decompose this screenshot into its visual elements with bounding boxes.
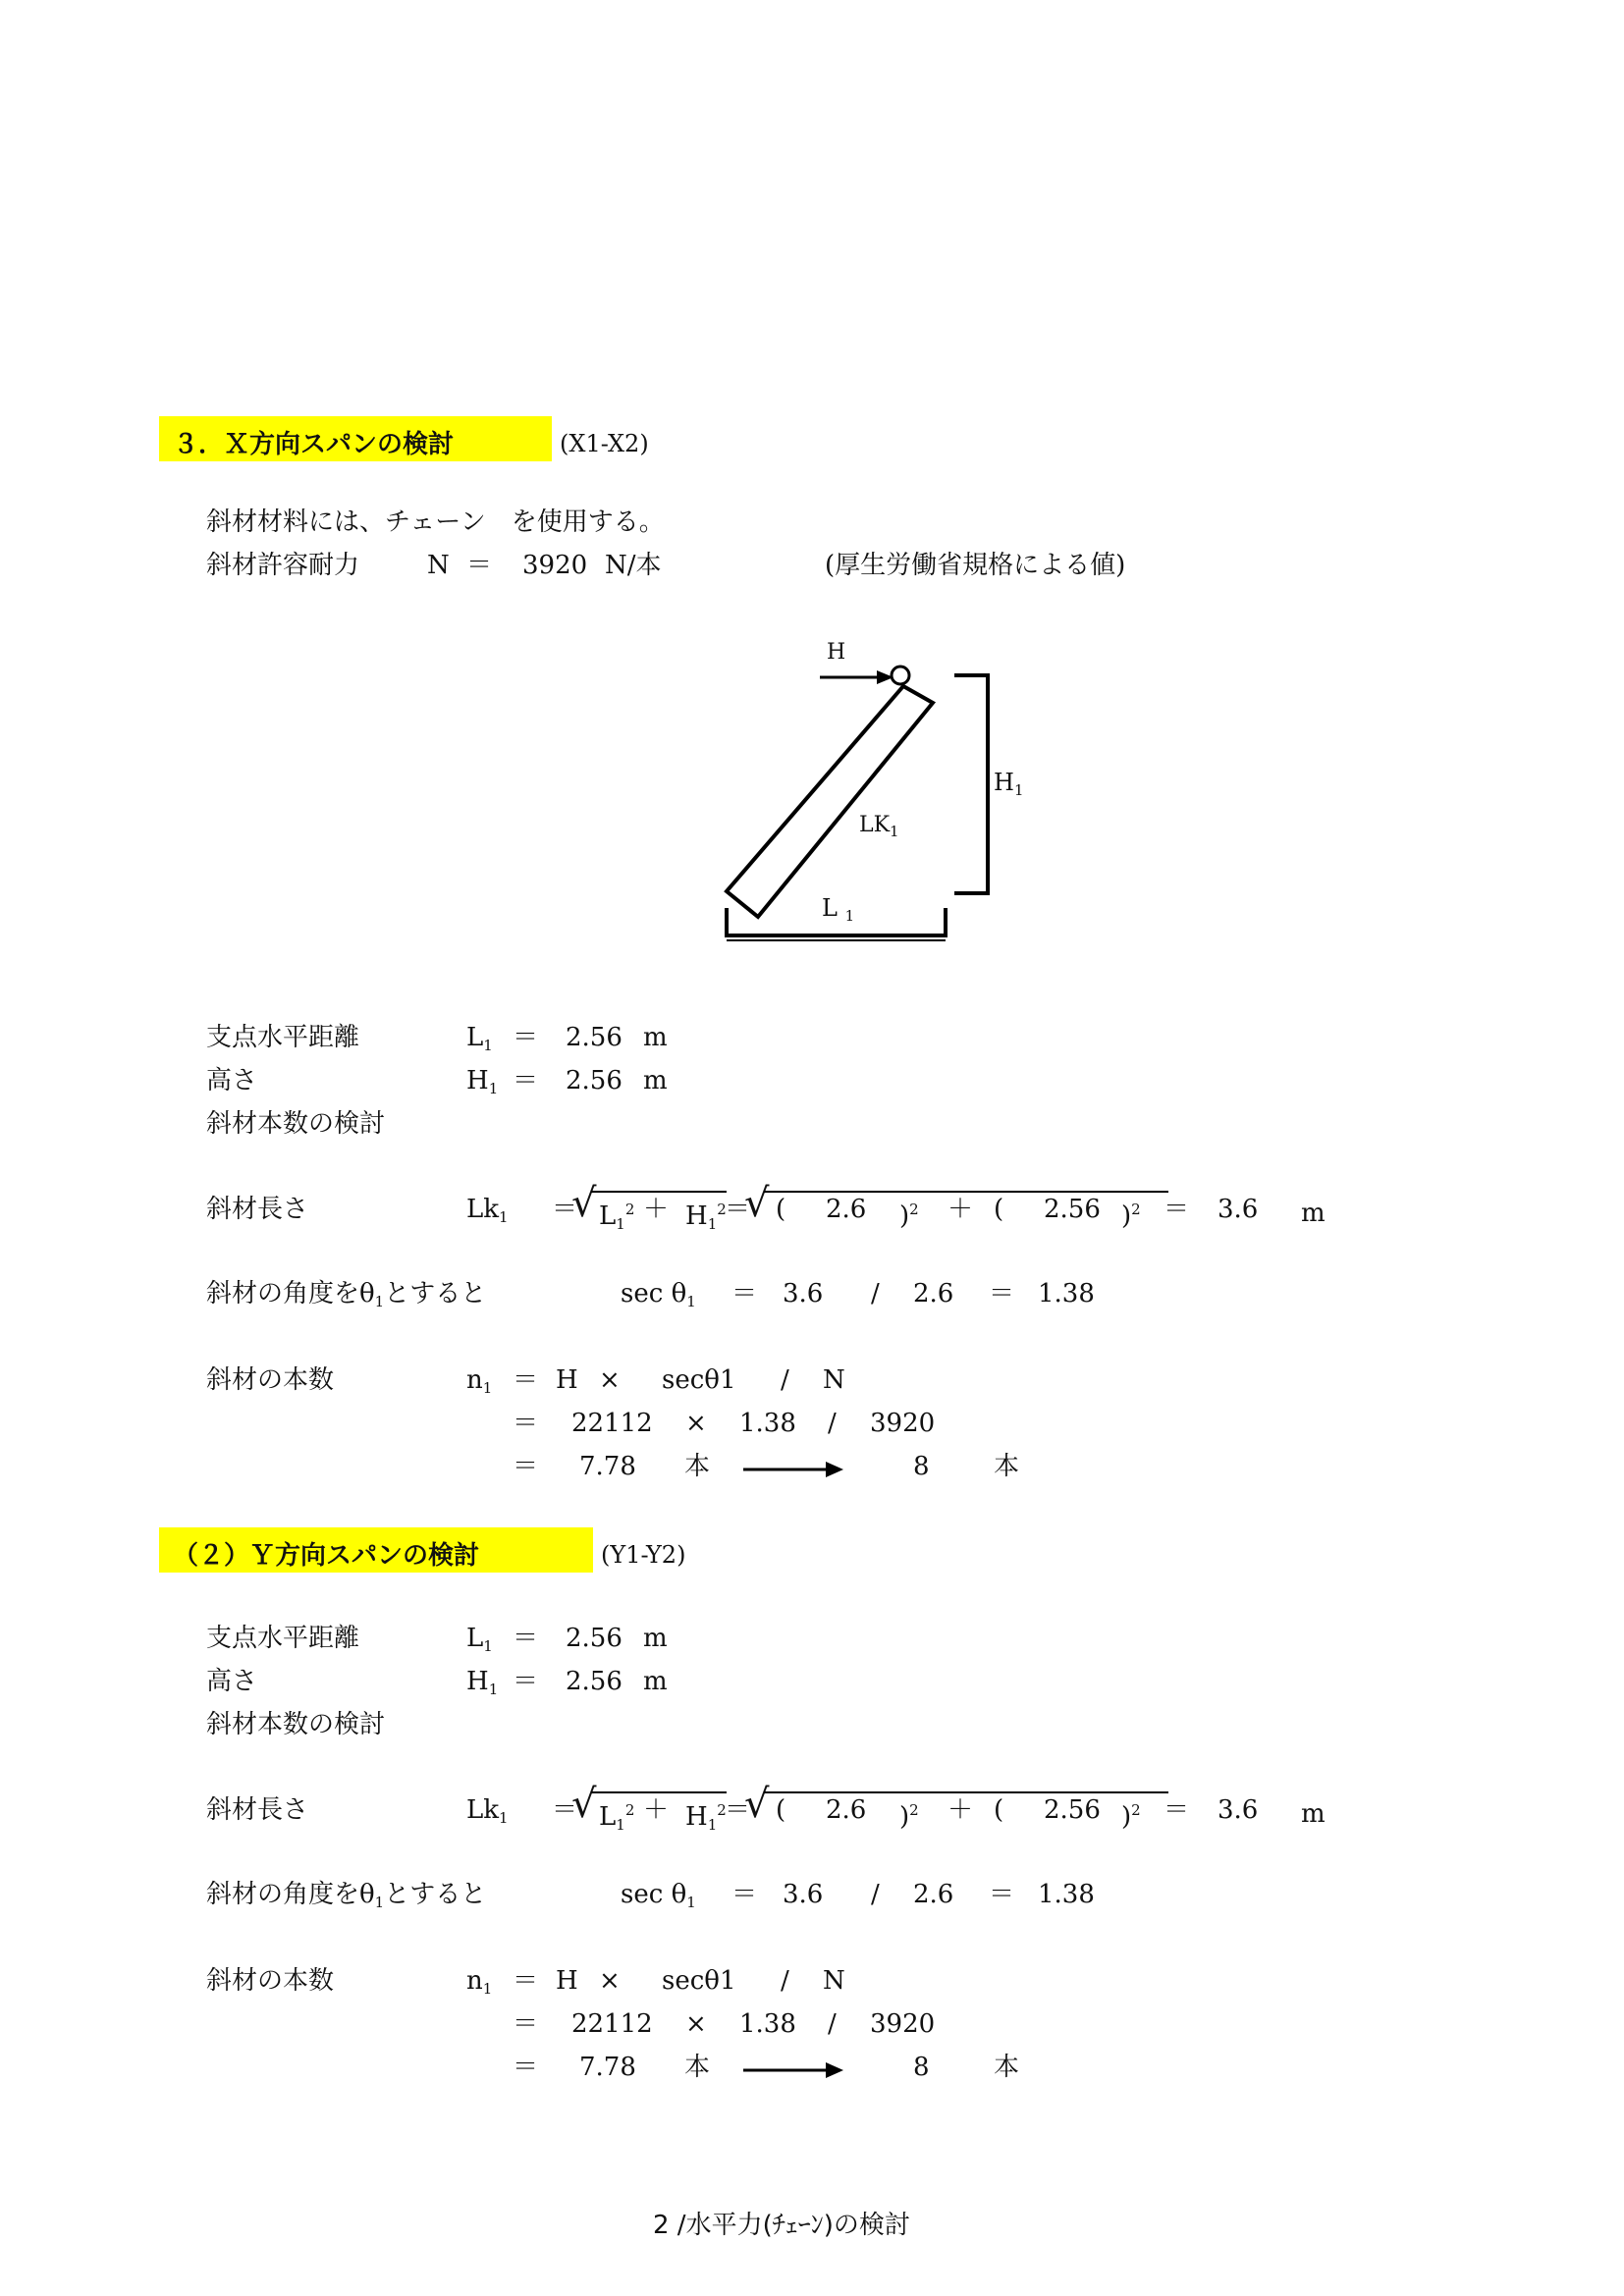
y-count-row-3: ＝ 7.78 本 8 本 — [513, 2053, 1020, 2082]
section-x-range: (X1-X2) — [560, 430, 649, 457]
section-y-heading — [159, 1527, 593, 1573]
x-sqrt-bar-numeric — [764, 1191, 1168, 1193]
diagram-label-lk1: $LK_1$ — [859, 813, 899, 840]
diagram-label-l1: L $_1$ — [822, 894, 855, 925]
x-height-row: 高さ $H_1$ ＝ 2.56 m — [206, 1066, 893, 1097]
x-angle-row: 斜材の角度を$\theta_1$とすると $\sec \theta_1$ ＝ 3.6 / 2.6 ＝ 1.38 — [206, 1279, 1095, 1310]
y-length-result: 3.6 — [1218, 1795, 1259, 1825]
diagram-pin — [892, 667, 909, 684]
y-height-row: 高さ $H_1$ ＝ 2.56 m — [206, 1667, 668, 1698]
section-y-heading-text: （２）Ｙ方向スパンの検討 — [173, 1541, 480, 1571]
y-calc-sec: 1.38 — [739, 2009, 796, 2039]
x-rounded-value: 8 — [913, 1452, 930, 1481]
x-length-result: 3.6 — [1218, 1195, 1259, 1224]
y-height-label: 高さ — [206, 1667, 258, 1696]
y-result-value: 7.78 — [579, 2053, 636, 2082]
y-sqrt-symbolic: √ — [571, 1782, 597, 1827]
y-calc-h: 22112 — [571, 2009, 653, 2039]
y-length-label: 斜材長さ — [206, 1795, 309, 1825]
y-len-h-value: 2.56 — [1044, 1795, 1101, 1825]
x-height-label: 高さ — [206, 1066, 258, 1095]
x-sqrt-numeric: √ — [744, 1181, 770, 1226]
y-sqrt-bar-symbolic — [591, 1791, 727, 1793]
x-sec-den: 2.6 — [913, 1279, 954, 1308]
y-count-row-1: 斜材の本数 $n_1$ ＝ H × secθ1 / N — [206, 1966, 845, 1998]
diagram-brace — [727, 686, 933, 917]
y-height-value: 2.56 — [566, 1667, 623, 1696]
diagram-label-h1: $H_1$ — [994, 769, 1024, 799]
page-footer: 2 /水平力(ﾁｪｰﾝ)の検討 — [653, 2211, 910, 2240]
diagram-label-h: H — [827, 640, 846, 665]
y-count-check-label: 斜材本数の検討 — [206, 1710, 386, 1739]
y-span-row: 支点水平距離 $L_1$ ＝ 2.56 m — [206, 1624, 668, 1655]
x-calc-n: 3920 — [870, 1409, 936, 1438]
x-sqrt-bar-symbolic — [591, 1191, 727, 1193]
allowable-symbol: N — [427, 551, 450, 580]
x-span-row: 支点水平距離 $L_1$ ＝ 2.56 m — [206, 1023, 893, 1054]
y-rounded-value: 8 — [913, 2053, 930, 2082]
allowable-eq: ＝ — [466, 551, 493, 580]
y-length-row: 斜材長さ $Lk_1$ ＝ √ $L_1^2$ ＋ $H_1^2$ ＝ √ ( 2.6 )$^2$ ＋ ( 2.56 )$^2$ ＝ 3.6 m — [206, 1782, 1326, 1834]
y-sqrt-bar-numeric — [764, 1791, 1168, 1793]
x-height-sym: $H_1$ — [466, 1066, 499, 1097]
x-count-row-2: ＝ 22112 × 1.38 / 3920 — [513, 1409, 936, 1438]
x-length-row: 斜材長さ $Lk_1$ ＝ √ $L_1^2$ ＋ $H_1^2$ ＝ √ ( 2.6 )$^2$ ＋ ( 2.56 )$^2$ ＝ 3.6 m — [206, 1181, 1326, 1233]
x-length-label: 斜材長さ — [206, 1195, 309, 1224]
x-length-sym: $Lk_1$ — [466, 1195, 509, 1226]
x-span-value: 2.56 — [566, 1023, 623, 1052]
allowable-unit: N/本 — [605, 551, 662, 580]
y-span-value: 2.56 — [566, 1624, 623, 1653]
x-calc-h: 22112 — [571, 1409, 653, 1438]
x-sec-num: 3.6 — [783, 1279, 824, 1308]
x-span-sym: $L_1$ — [466, 1023, 493, 1054]
x-sec-result: 1.38 — [1038, 1279, 1095, 1308]
y-sec-result: 1.38 — [1038, 1880, 1095, 1909]
y-span-label: 支点水平距離 — [206, 1624, 360, 1653]
x-count-check-label: 斜材本数の検討 — [206, 1109, 386, 1139]
allowable-row — [206, 551, 1188, 582]
y-count-label: 斜材の本数 — [206, 1966, 335, 1996]
section-x-heading-text: ３．Ｘ方向スパンの検討 — [173, 430, 455, 459]
x-result-value: 7.78 — [579, 1452, 636, 1481]
x-len-l-value: 2.6 — [826, 1195, 867, 1224]
allowable-value: 3920 — [522, 551, 588, 580]
diagram-height-bracket — [954, 675, 988, 893]
x-span-label: 支点水平距離 — [206, 1023, 360, 1052]
x-count-row-3: ＝ 7.78 本 8 本 — [513, 1452, 1020, 1481]
y-calc-n: 3920 — [870, 2009, 936, 2039]
section-y-range: (Y1-Y2) — [601, 1541, 686, 1569]
section-x-heading — [159, 416, 552, 461]
y-result-arrow-icon — [741, 2060, 849, 2080]
x-sqrt-symbolic: √ — [571, 1181, 597, 1226]
x-height-value: 2.56 — [566, 1066, 623, 1095]
x-result-arrow-icon — [741, 1460, 849, 1479]
x-len-h-value: 2.56 — [1044, 1195, 1101, 1224]
x-count-row-1: 斜材の本数 $n_1$ ＝ H × secθ1 / N — [206, 1365, 845, 1397]
allowable-note: (厚生労働省規格による値) — [825, 551, 1126, 580]
y-sec-den: 2.6 — [913, 1880, 954, 1909]
allowable-label: 斜材許容耐力 — [206, 551, 360, 580]
material-sentence: 斜材材料には、チェーン を使用する。 — [206, 507, 665, 537]
y-len-l-value: 2.6 — [826, 1795, 867, 1825]
y-count-row-2: ＝ 22112 × 1.38 / 3920 — [513, 2009, 936, 2039]
diagram-arrow-h — [820, 670, 893, 684]
y-sqrt-numeric: √ — [744, 1782, 770, 1827]
y-sec-num: 3.6 — [783, 1880, 824, 1909]
y-angle-row: 斜材の角度を$\theta_1$とすると $\sec \theta_1$ ＝ 3.6 / 2.6 ＝ 1.38 — [206, 1880, 1095, 1911]
x-count-label: 斜材の本数 — [206, 1365, 335, 1395]
x-calc-sec: 1.38 — [739, 1409, 796, 1438]
